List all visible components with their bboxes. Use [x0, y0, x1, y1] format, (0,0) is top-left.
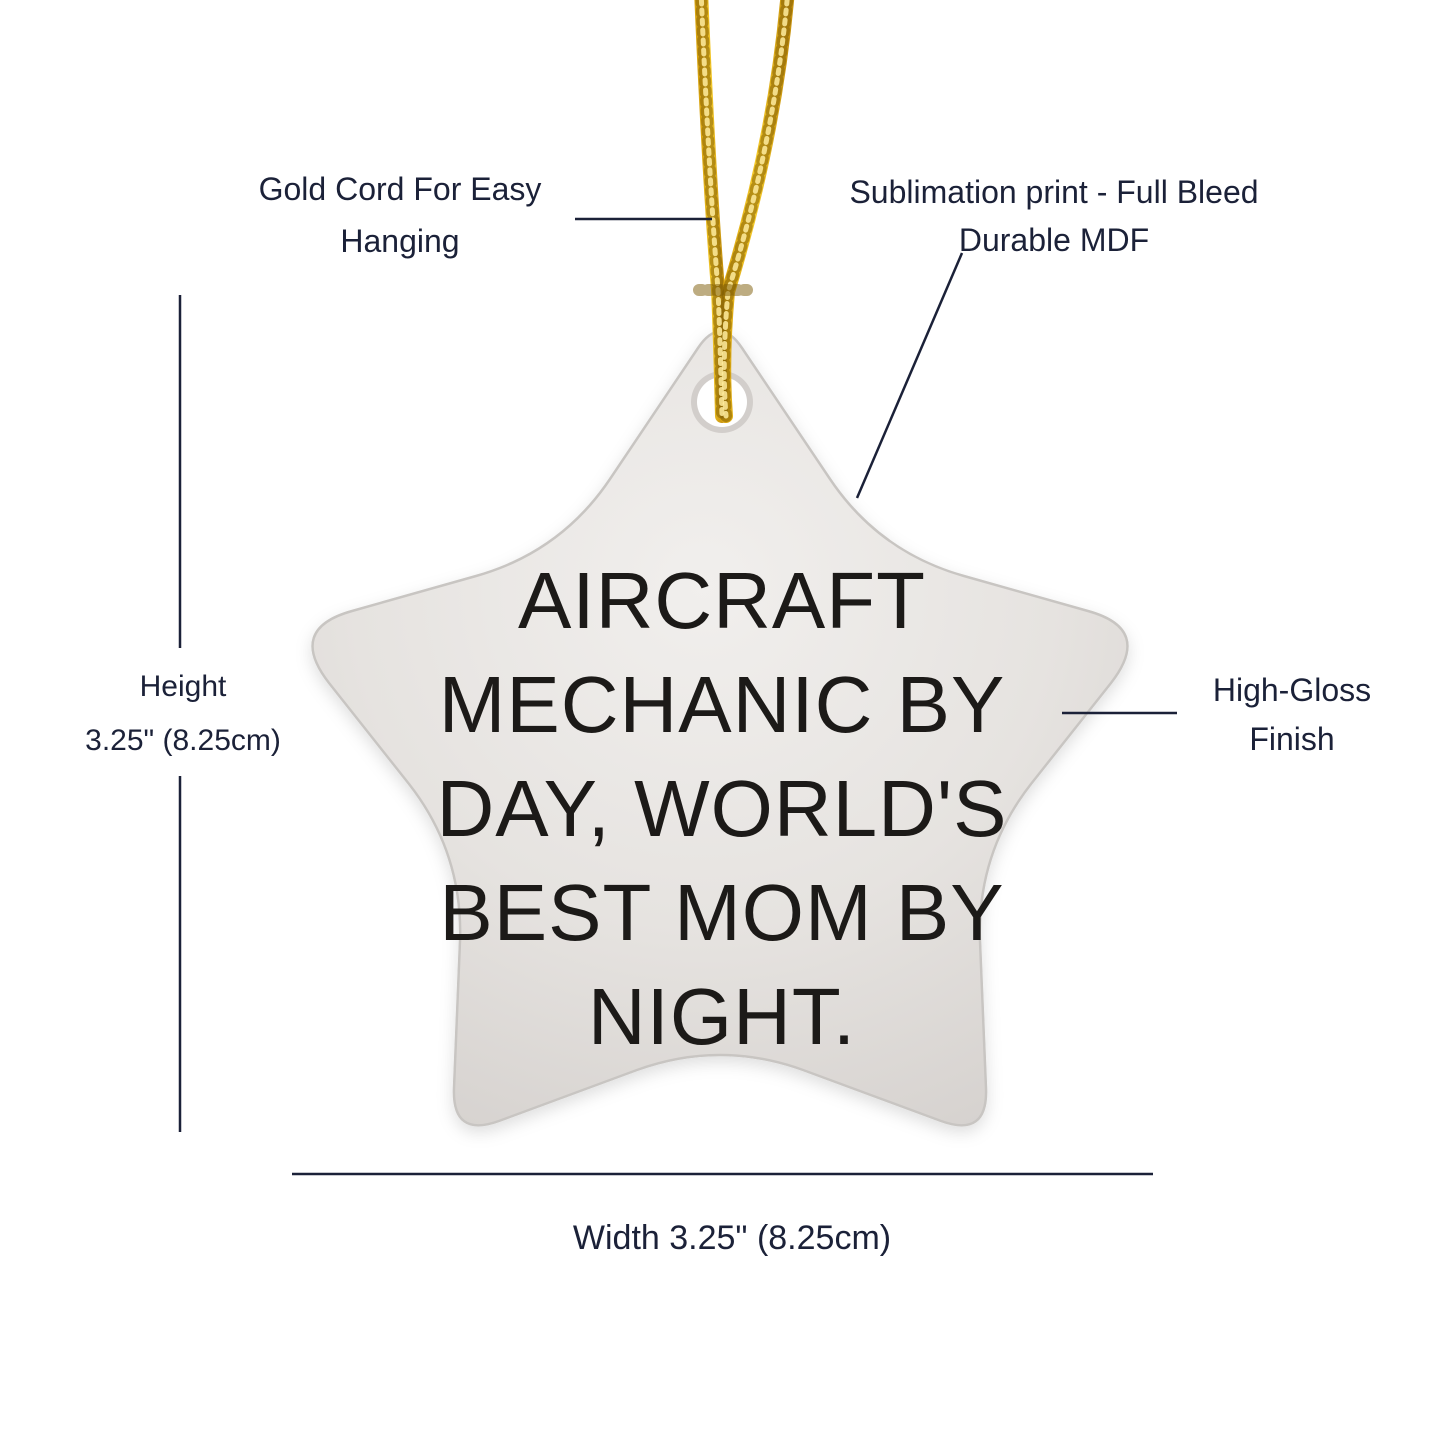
print-callout-label — [849, 168, 1258, 264]
ornament-quote-line: AIRCRAFT — [518, 556, 926, 645]
cord-callout-line2: Hanging — [340, 223, 460, 259]
ornament-quote — [342, 549, 1102, 1069]
ornament-quote-line: DAY, WORLD'S — [436, 764, 1008, 853]
print-callout-line — [857, 253, 962, 498]
finish-callout-label — [1213, 666, 1371, 764]
print-callout-line2: Durable MDF — [958, 222, 1150, 258]
finish-label-line2: Finish — [1249, 721, 1335, 757]
height-label-line1: Height — [139, 670, 227, 703]
cord-callout-line1: Gold Cord For Easy — [258, 171, 542, 207]
ornament-quote-line: MECHANIC BY — [438, 660, 1006, 749]
print-callout-line1: Sublimation print - Full Bleed — [849, 174, 1259, 210]
width-label-text: Width 3.25" (8.25cm) — [572, 1219, 892, 1257]
height-dimension-label — [85, 660, 281, 768]
height-label-line2: 3.25" (8.25cm) — [85, 724, 281, 757]
width-dimension-label — [573, 1218, 891, 1258]
finish-label-line1: High-Gloss — [1212, 672, 1372, 708]
ornament-quote-line: BEST MOM BY — [439, 868, 1005, 957]
ornament-quote-line: NIGHT. — [587, 972, 857, 1061]
cord-callout-label — [259, 163, 542, 267]
